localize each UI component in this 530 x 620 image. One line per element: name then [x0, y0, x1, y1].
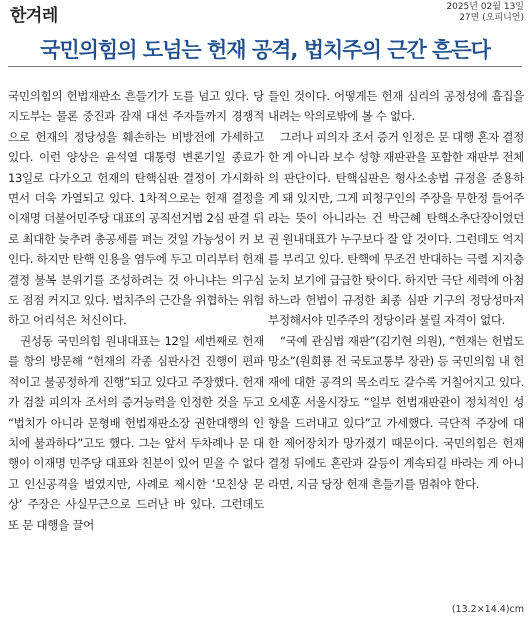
paragraph: 그러나 피의자 조서 증거 인정은 문 대행 혼자 결정한 게 아니라 보수 성향 재판관을 포함한 재판부 전체의 판단이다. 탄핵심판은 형사소송법 규정을 준용하게 돼 있지만, 그게 피청구인의 주장을 무한정 들어주라는 뜻이 아니라는 건 박근혜 탄핵소추단장이었던 권 원내대표가 누구보다 잘 알 것이다. 그런데도 억지를 부리고 있다. 탄핵에 무조건 반대하는 극렬 지지층 눈치 보기에 급급한 탓이다. 하지만 극단 세력에 아첨하느라 헌법이 규정한 최종 심판 기구의 정당성마저 부정해서야 민주주의 정당이라 불릴 자격이 없다.	[268, 129, 524, 328]
newspaper-logo: 한겨레	[10, 6, 58, 26]
article-headline: 국민의힘의 도넘는 헌재 공격, 법치주의 근간 흔든다	[40, 38, 490, 62]
clipping-size-note: (13.2×14.4)cm	[451, 604, 524, 615]
issue-meta	[446, 2, 524, 24]
article-column-right	[268, 86, 524, 494]
article-column-left	[8, 86, 264, 535]
paragraph: “국예 관심법 재판”(김기현 의원), “헌재는 헌법도망소”(원희룡 전 국토교통부 장관) 등 국민의힘 내 헌재에 대한 공격의 목소리도 갈수록 거칠어지고 있다. 오세훈 서울시장도 “일부 헌법재판관이 정치적인 성향을 드러내고 있다”고 가세했다. 극단적 주장에 대한 제어장치가 망가졌기 때문이다. 국민의힘은 헌재 결정 뒤에도 혼란과 갈등이 계속되길 바라는 게 아니라면, 지금 당장 헌재 흔들기를 멈춰야 한다.	[268, 333, 524, 491]
paragraph: 국민의힘의 헌법재판소 흔들기가 도를 넘고 있다. 당 지도부는 물론 중진과 잠재 대선 주자들까지 경쟁적으로 헌재의 정당성을 훼손하는 비방전에 가세하고 있다. 이런 양상은 윤석열 대통령 변론기일 종료가 13일로 다가오고 헌재의 탄핵심판 결정이 가시화하면서 더욱 가열되고 있다. 1차적으로는 헌재 결정을 이재명 더불어민주당 대표의 공직선거법 2심 판결 뒤로 최대한 늦추려 총공세를 펴는 것일 가능성이 커 보인다. 하지만 탄핵 인용을 염두에 두고 미리부터 헌재 결정 불복 분위기를 조성하려는 것 아니냐는 의구심도 점점 커지고 있다. 법치주의 근간을 위협하는 위험하고 어리석은 처신이다.	[8, 89, 264, 328]
headline-divider	[8, 66, 522, 67]
issue-date: 2025년 02월 13일	[446, 2, 524, 12]
paragraph: 권성동 국민의힘 원내대표는 12일 세번째로 헌재를 항의 방문해 “헌재의 각종 심판사건 진행이 편파적이고 불공정하게 진행”되고 있다고 주장했다. 헌재가 검찰 피의자 조서의 증거능력을 인정한 것을 두고 “법치가 아니라 문형배 헌법재판소장 권한대행의 인치에 불과하다”고도 했다. 그는 앞서 두차례나 문 대행이 이재명 민주당 대표와 친분이 있어 믿을 수 없다고 인신공격을 벌였지만, 사례로 제시한 ‘모친상 문상’ 주장은 사실무근으로 드러난 바 있다. 그런데도 또 문 대행을 끌어	[8, 333, 264, 532]
page-section: 27면 (오피니언)	[459, 13, 524, 23]
paragraph: 들인 것이다. 어떻게든 헌재 심리의 공정성에 흠집을 내려는 악의로밖에 볼 수 없다.	[268, 89, 524, 124]
